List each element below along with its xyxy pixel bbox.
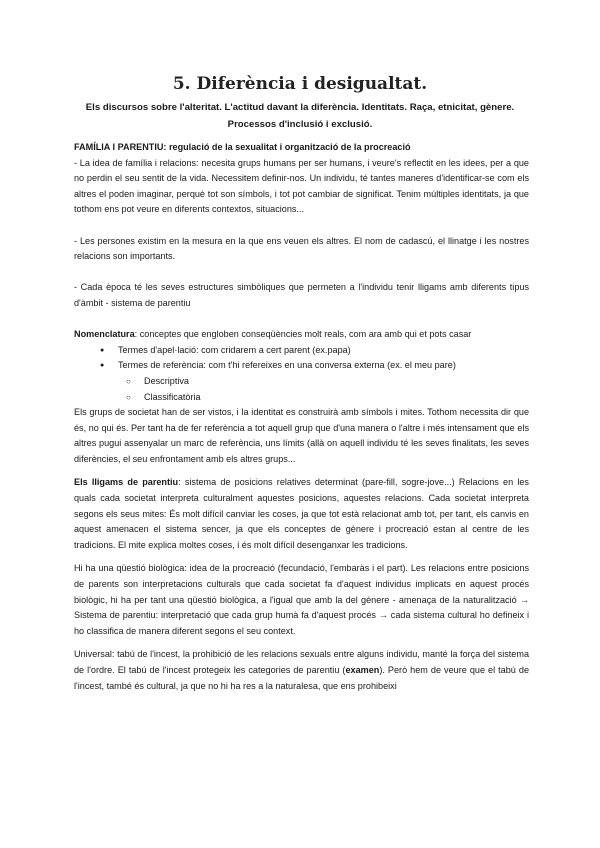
subtitle-line-2: Processos d'inclusió i exclusió. [227, 119, 373, 130]
page-title: 5. Diferència i desigualtat. [172, 74, 428, 94]
nomenclatura-label: Nomenclatura [74, 329, 135, 340]
list-item: ○ Descriptiva [126, 374, 529, 390]
list-item: ● Termes d'apel·lació: com cridarem a cert parent (ex.papa) [100, 343, 529, 359]
document-body [74, 140, 529, 694]
lligams-label: Els lligams de parentiu [74, 477, 179, 488]
nomenclatura-text: : conceptes que engloben conseqüències molt reals, com ara amb qui et pots casar [134, 329, 472, 340]
universal-text-1: Universal: tabú de l'incest, la prohibició de les relacions sexuals entre alguns individu, manté la força del sistema de l'ordre. El tabú de l'incest protegeix les categories de parentiu ( [74, 649, 529, 675]
universal-text-2: ). Però hem de veure que el tabú de l'incest, també és cultural, ja que no hi ha res a la naturalesa, que ens prohibeixi [74, 665, 530, 691]
paragraph-nomenclatura [74, 327, 529, 343]
list-item: ○ Classificatòria [126, 390, 529, 406]
subtitle-line-1: Els discursos sobre l'alteritat. L'actitud davant la diferència. Identitats. Raça, etnicitat, gènere. [85, 102, 515, 113]
page-subtitle [60, 99, 540, 133]
sub-bullet-list [74, 374, 529, 405]
lligams-text: : sistema de posicions relatives determinat (pare-fill, sogre-jove...) Relacions en les quals cada societat interpreta culturalment aquestes posicions, aquestes relacions. Cada societat interpreta segons els seus mites: És molt difícil canviar les coses, ja que tot està relacionat amb tot, per tant, els canvis en aquest amenacen el sistema sencer, ja que els conceptes de gènere i procreació estan al centre de les tradicions. El mite explica moltes coses, i és molt difícil desenganxar les tradicions. [74, 477, 529, 550]
paragraph-familia-1: - La idea de família i relacions: necesita grups humans per ser humans, i veure's reflectit en les idees, per a que no perdin el seu sentit de la vida. Necessitem definir-nos. Un individu, té tantes maneres d'identificar-se com els altres el poden imaginar, perquè tot son símbols, i tot pot cambiar de significat. Tenim múltiples identitats, ja que tothom ens pot veure en diferents contextos, situacions... [74, 157, 529, 215]
paragraph-lligams [74, 475, 529, 553]
list-item: ● Termes de referència: com t'hi refereixes en una conversa externa (ex. el meu pare) [100, 358, 529, 374]
bullet-list [74, 343, 529, 374]
paragraph-grups: Els grups de societat han de ser vistos, i la identitat es construirà amb símbols i mites. Tothom necessita dir que és, no qui és. Per tant ha de fer referència a tot aquell grup que d'una manera o l'altre i més intensament que els altres pugui assenyalar un marc de referència, uns límits (allà on aquell individu té les seves finalitats, les seves diferències, el seu enfrontament amb els altres grups... [74, 407, 529, 464]
section-heading-familia: FAMÍLIA I PARENTIU: regulació de la sexualitat i organització de la procreació [74, 142, 411, 152]
paragraph-universal [74, 647, 529, 694]
universal-bold: examen [345, 665, 380, 675]
paragraph-familia-2: - Les persones existim en la mesura en la que ens veuen els altres. El nom de cadascú, el llinatge i les nostres relacions son importants. [74, 235, 529, 262]
paragraph-biologica: Hi ha una qüestió biològica: idea de la procreació (fecundació, l'embaràs i el part). Les relacions entre posicions de parents son interpretacions culturals que cada societat fa d'aquest individus implicats en aquest procés biològic, hi ha per tant una qüestió biològica, a l'igual que amb la del gènere - amenaça de la naturalització → Sistema de parentiu: interpretació que cada grup humà fa d'aquest procés → cada sistema cultural ho defineix i ho classifica de manera diferent segons el seu context. [74, 563, 529, 636]
paragraph-familia-3: - Cada època té les seves estructures simbòliques que permeten a l'individu tenir lligams amb diferents tipus d'àmbit - sistema de parentiu [74, 282, 529, 308]
